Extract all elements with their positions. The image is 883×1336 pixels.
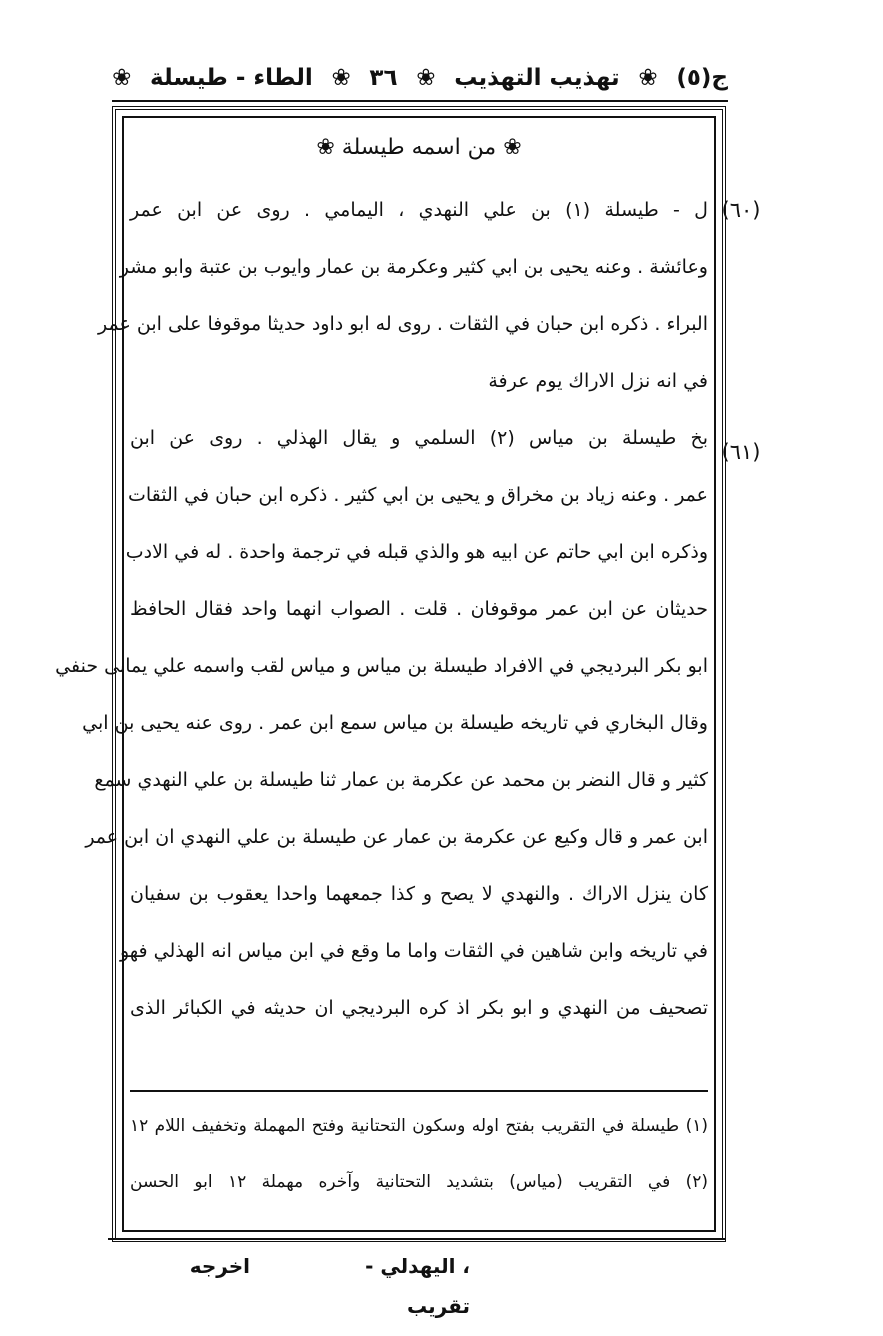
header-book-title: تهذيب التهذيب bbox=[454, 65, 620, 91]
body-line: البراء . ذكره ابن حبان في الثقات . روى له ابو داود حديثا موقوفا على ابن عمر bbox=[98, 313, 708, 335]
title-ornament: ❀ bbox=[316, 135, 335, 160]
body-line: في انه نزل الاراك يوم عرفة bbox=[488, 370, 708, 392]
entry-number: (٦٠) bbox=[721, 198, 761, 222]
body-line: ل - طيسلة (١) بن علي النهدي ، اليمامي . روى عن ابن عمر bbox=[130, 199, 708, 221]
body-text bbox=[55, 182, 708, 1037]
header-page-number: ٣٦ bbox=[369, 65, 398, 91]
header-ornament: ❀ bbox=[638, 65, 658, 91]
body-line: ابن عمر و قال وكيع عن عكرمة بن عمار عن طيسلة بن علي النهدي ان ابن عمر bbox=[85, 826, 708, 848]
entry-number: (٦١) bbox=[721, 440, 761, 464]
body-line: بخ طيسلة بن مياس (٢) السلمي و يقال الهذلي . روى عن ابن bbox=[130, 427, 708, 449]
header-ornament: ❀ bbox=[112, 65, 132, 91]
header-rule bbox=[112, 100, 728, 102]
running-header bbox=[112, 58, 728, 98]
body-line: حديثان عن ابن عمر موقوفان . قلت . الصواب انهما واحد فقال الحافظ bbox=[130, 598, 708, 620]
body-line: وعائشة . وعنه يحيى بن ابي كثير وعكرمة بن عمار وايوب بن عتبة وابو مشر bbox=[119, 256, 708, 278]
body-line: وذكره ابن ابي حاتم عن ابيه هو والذي قبله في ترجمة واحدة . له في الادب bbox=[125, 541, 708, 563]
bottom-rule bbox=[108, 1238, 726, 1240]
body-line: كان ينزل الاراك . والنهدي لا يصح و كذا جمعهما واحدا يعقوب بن سفيان bbox=[130, 883, 708, 905]
header-volume: ج(٥) bbox=[676, 65, 728, 91]
section-title-text: من اسمه طيسلة bbox=[341, 135, 497, 160]
footnote-line: (١) طيسلة في التقريب بفتح اوله وسكون التحتانية وفتح المهملة وتخفيف اللام ١٢ bbox=[130, 1116, 708, 1136]
footnote-line: (٢) في التقريب (مياس) بتشديد التحتانية وآخره مهملة ١٢ ابو الحسن bbox=[130, 1172, 708, 1192]
title-ornament: ❀ bbox=[496, 135, 522, 160]
section-title bbox=[130, 128, 708, 168]
header-chapter: الطاء - طيسلة bbox=[150, 65, 313, 91]
body-line: ابو بكر البرديجي في الافراد طيسلة بن مياس و مياس لقب واسمه علي يمانى حنفي bbox=[55, 655, 708, 677]
header-ornament: ❀ bbox=[416, 65, 436, 91]
bottom-note-right: ، اليهدلي - تقريب bbox=[365, 1254, 470, 1318]
body-line: في تاريخه وابن شاهين في الثقات واما ما وقع في ابن مياس انه الهذلي فهو bbox=[119, 940, 708, 962]
body-line: كثير و قال النضر بن محمد عن عكرمة بن عمار ثنا طيسلة بن علي النهدي سمع bbox=[94, 769, 708, 791]
body-line: تصحيف من النهدي و ابو بكر اذ كره البرديجي ان حديثه في الكبائر الذى bbox=[130, 997, 708, 1019]
footnotes bbox=[130, 1098, 708, 1210]
footnote-rule bbox=[130, 1090, 708, 1092]
body-line: عمر . وعنه زياد بن مخراق و يحيى بن ابي كثير . ذكره ابن حبان في الثقات bbox=[127, 484, 708, 506]
body-line: وقال البخاري في تاريخه طيسلة بن مياس سمع ابن عمر . روى عنه يحيى بن ابي bbox=[82, 712, 708, 734]
bottom-note-left: اخرجه bbox=[189, 1254, 250, 1278]
header-ornament: ❀ bbox=[331, 65, 351, 91]
